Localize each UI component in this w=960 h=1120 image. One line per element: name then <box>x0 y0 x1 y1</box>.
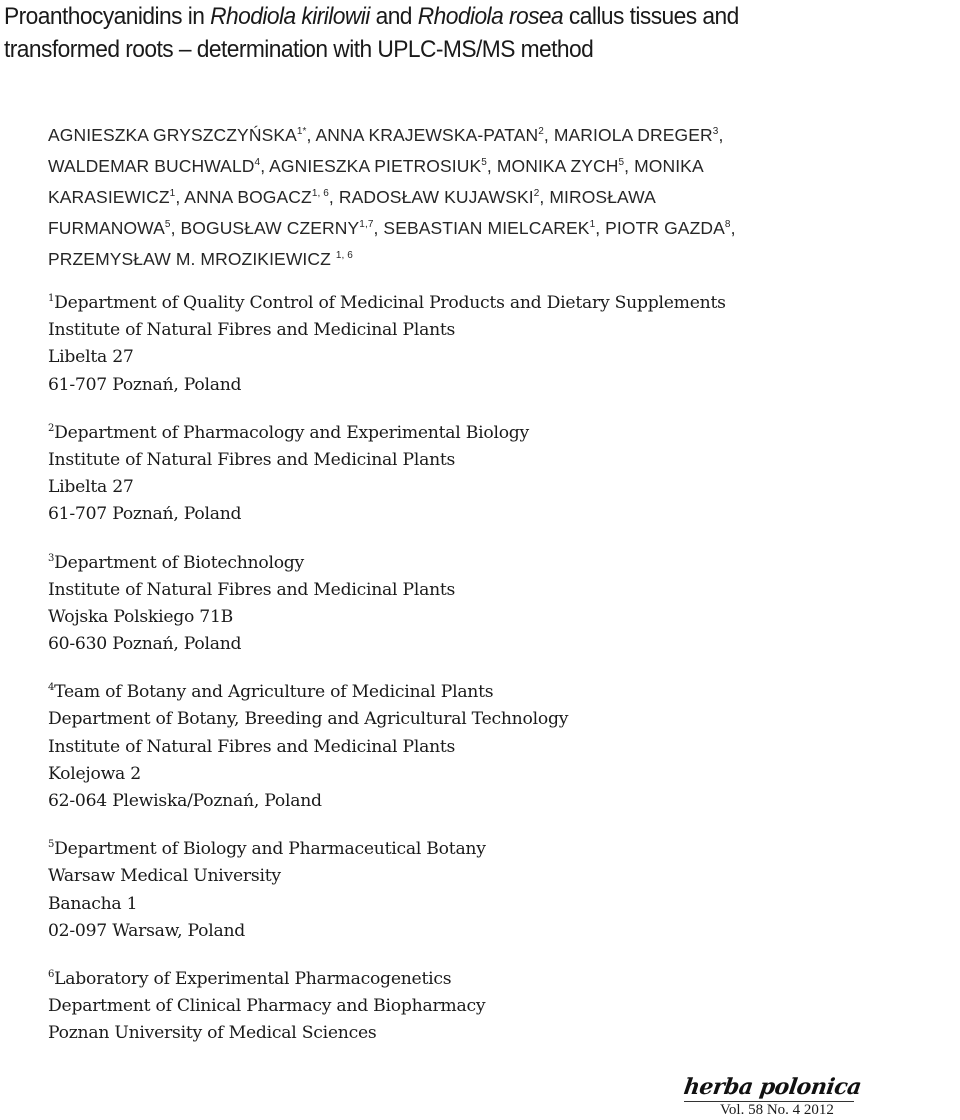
author-affiliation-marker: 3 <box>712 126 719 137</box>
affiliation-text: Department of Quality Control of Medicinal Products and Dietary Supplements <box>54 293 726 313</box>
author-affiliation-marker: 1,7 <box>359 219 374 230</box>
author-name: , <box>718 125 724 145</box>
author-name: , <box>730 218 736 238</box>
affiliation-block <box>48 420 948 529</box>
author-name: , MIROSŁAWA <box>539 187 656 207</box>
author-affiliation-marker: 1, 6 <box>335 250 353 261</box>
affiliation-line <box>48 993 948 1020</box>
affiliation-line <box>48 501 948 528</box>
author-name: , BOGUSŁAW CZERNY <box>170 218 360 238</box>
title-text: Proanthocyanidins in <box>4 3 211 30</box>
author-affiliation-marker: 1* <box>296 126 307 137</box>
affiliation-text: Laboratory of Experimental Pharmacogenetics <box>54 968 452 989</box>
affiliation-block <box>48 836 948 945</box>
affiliation-text: Department of Clinical Pharmacy and Biopharmacy <box>48 996 486 1017</box>
affiliation-block <box>48 290 948 399</box>
affiliation-line <box>48 836 948 863</box>
affiliation-line <box>48 344 948 371</box>
affiliation-text: Department of Pharmacology and Experimental Biology <box>54 422 530 443</box>
author-line <box>48 213 948 244</box>
affiliation-line <box>48 761 948 788</box>
author-affiliation-marker: 1 <box>589 219 596 230</box>
author-affiliation-marker: 5 <box>481 157 487 168</box>
affiliation-line <box>48 734 948 761</box>
affiliation-text: Wojska Polskiego 71B <box>48 606 234 627</box>
author-affiliation-marker: 2 <box>533 188 540 199</box>
affiliation-line <box>48 290 948 317</box>
affiliation-line <box>48 918 948 945</box>
title-text: callus tissues and <box>563 3 739 30</box>
affiliation-line <box>48 474 948 501</box>
affiliation-text: Team of Botany and Agriculture of Medicinal Plants <box>54 682 494 703</box>
author-affiliation-marker: 2 <box>538 126 544 137</box>
affiliation-number: 6 <box>48 968 55 980</box>
author-name: , MONIKA ZYCH <box>486 156 619 176</box>
title-line-2: transformed roots – determination with UPLC-MS/MS method <box>4 36 594 63</box>
author-name: AGNIESZKA GRYSZCZYŃSKA <box>48 125 297 145</box>
author-name: , RADOSŁAW KUJAWSKI <box>328 187 534 207</box>
author-name: , MARIOLA DREGER <box>543 125 713 145</box>
affiliation-line <box>48 317 948 344</box>
author-line <box>48 182 948 213</box>
author-name: , SEBASTIAN MIELCAREK <box>373 218 590 238</box>
author-list <box>48 120 948 275</box>
journal-logo: herba polonica <box>682 1074 863 1100</box>
author-name: , PIOTR GAZDA <box>595 218 725 238</box>
affiliation-text: Institute of Natural Fibres and Medicinal Plants <box>48 579 456 600</box>
affiliation-text: Department of Biotechnology <box>54 552 305 573</box>
author-name: PRZEMYSŁAW M. MROZIKIEWICZ <box>48 249 336 269</box>
affiliation-line <box>48 706 948 733</box>
author-affiliation-marker: 4 <box>254 157 261 168</box>
title-line-1 <box>4 0 953 33</box>
affiliation-line <box>48 604 948 631</box>
affiliation-text: 61-707 Poznań, Poland <box>48 374 242 395</box>
affiliation-number: 5 <box>48 839 55 851</box>
affiliation-line <box>48 1020 948 1047</box>
affiliation-number: 3 <box>48 552 55 564</box>
affiliation-line <box>48 966 948 993</box>
author-affiliation-marker: 8 <box>724 219 731 230</box>
affiliation-text: Institute of Natural Fibres and Medicinal Plants <box>48 320 456 341</box>
affiliation-text: 60-630 Poznań, Poland <box>48 634 242 655</box>
affiliation-line <box>48 891 948 918</box>
species-name: Rhodiola kirilowii <box>210 3 370 30</box>
affiliation-block <box>48 679 948 815</box>
affiliation-text: Poznan University of Medical Sciences <box>48 1023 377 1044</box>
affiliation-line <box>48 447 948 474</box>
author-line <box>48 244 948 275</box>
species-name: Rhodiola rosea <box>417 3 564 30</box>
affiliation-block <box>48 966 948 1048</box>
affiliation-line <box>48 550 948 577</box>
author-line <box>48 120 948 151</box>
affiliation-text: 62-064 Plewiska/Poznań, Poland <box>48 791 322 811</box>
author-name: , ANNA BOGACZ <box>175 187 312 207</box>
volume-info: Vol. 58 No. 4 2012 <box>720 1102 834 1118</box>
affiliation-block <box>48 550 948 659</box>
affiliation-line <box>48 420 948 447</box>
affiliation-line <box>48 631 948 658</box>
affiliation-text: 02-097 Warsaw, Poland <box>48 920 246 941</box>
author-affiliation-marker: 5 <box>618 157 625 168</box>
affiliation-text: Institute of Natural Fibres and Medicinal Plants <box>48 736 456 757</box>
affiliation-line <box>48 863 948 890</box>
author-name: , AGNIESZKA PIETROSIUK <box>260 156 482 176</box>
author-name: WALDEMAR BUCHWALD <box>48 156 255 176</box>
article-title <box>4 0 953 66</box>
author-affiliation-marker: 5 <box>164 219 171 230</box>
affiliation-number: 1 <box>48 293 55 304</box>
affiliation-text: Department of Botany, Breeding and Agricultural Technology <box>48 709 569 730</box>
affiliation-text: Warsaw Medical University <box>48 866 281 887</box>
author-line <box>48 151 948 182</box>
affiliation-text: Department of Biology and Pharmaceutical Botany <box>54 839 486 860</box>
title-text: and <box>369 3 418 30</box>
affiliation-line <box>48 372 948 399</box>
affiliation-number: 4 <box>48 682 55 694</box>
author-affiliation-marker: 1 <box>169 188 176 199</box>
affiliation-list <box>48 290 948 1069</box>
author-name: KARASIEWICZ <box>48 187 170 207</box>
author-name: , ANNA KRAJEWSKA-PATAN <box>306 125 539 145</box>
affiliation-text: Kolejowa 2 <box>48 763 141 784</box>
affiliation-number: 2 <box>48 422 55 434</box>
affiliation-text: Libelta 27 <box>48 477 134 498</box>
affiliation-text: Libelta 27 <box>48 347 134 368</box>
author-name: , MONIKA <box>624 156 704 176</box>
affiliation-text: 61-707 Poznań, Poland <box>48 504 242 525</box>
affiliation-text: Banacha 1 <box>48 893 138 914</box>
affiliation-line <box>48 577 948 604</box>
author-name: FURMANOWA <box>48 218 165 238</box>
affiliation-line <box>48 788 948 815</box>
affiliation-line <box>48 679 948 706</box>
author-affiliation-marker: 1, 6 <box>311 188 329 199</box>
affiliation-text: Institute of Natural Fibres and Medicinal Plants <box>48 449 456 470</box>
